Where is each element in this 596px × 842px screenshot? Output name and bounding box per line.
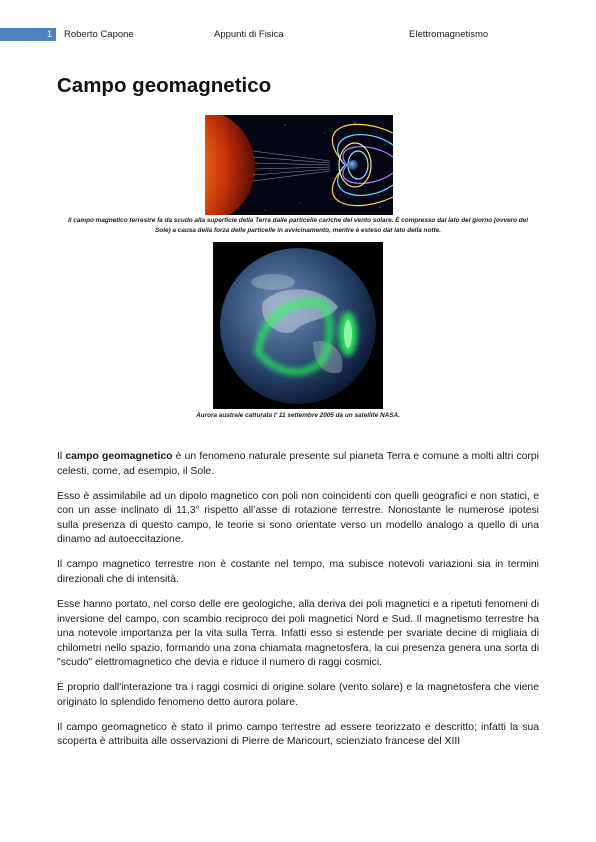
page-number: 1	[46, 29, 52, 39]
bold-term: campo geomagnetico	[65, 451, 173, 462]
paragraph-2: Esso è assimilabile ad un dipolo magnetico con poli non coincidenti con quelli geografici e non statici, e con un asse inclinato di 11,3° rispetto all’asse di rotazione terrestre. Nonostante le numerose ipotesi sulla presenza di questo campo, le teorie si sono orientate verso un modello analogo a quello di una dinamo ad autoeccitazione.	[57, 490, 539, 546]
magnetosphere-image	[205, 115, 393, 215]
paragraph-3: Il campo magnetico terrestre non è costante nel tempo, ma subisce notevoli variazioni sia in termini direzionali che di intensità.	[57, 559, 539, 585]
document-body	[57, 450, 539, 761]
paragraph-6: Il campo geomagnetico è stato il primo campo terrestre ad essere teorizzato e descritto; infatti la sua scoperta è attribuita alle osservazioni di Pierre de Maricourt, scienziato francese del XIII	[57, 721, 539, 748]
paragraph-1: Il campo geomagnetico è un fenomeno naturale presente sul pianeta Terra e comune a molti altri corpi celesti, come, ad esempio, il Sole.	[57, 451, 539, 477]
header-author: Roberto Capone	[64, 29, 134, 40]
figure-caption-aurora: Aurora australe catturata l' 11 settembre 2005 da un satellite NASA.	[196, 412, 400, 419]
page-header	[0, 28, 596, 42]
aurora-image	[213, 242, 383, 409]
paragraph-4: Esse hanno portato, nel corso delle ere geologiche, alla deriva dei poli magnetici e a ripetuti fenomeni di inversione del campo, con scambio reciproco dei poli magnetici Nord e Sud. Il magnetismo terrestre ha una notevole importanza per la vita sulla Terra. Infatti esso si estende per svariate decine di migliaia di chilometri nello spazio, formando una zona chiamata magnetosfera, la cui presenza genera una sorta di "scudo" elettromagnetico che devia e riduce il numero di raggi cosmici.	[57, 598, 539, 669]
paragraph-5: È proprio dall'interazione tra i raggi cosmici di origine solare (vento solare) e la magnetosfera che viene originato lo splendido fenomeno detto aurora polare.	[57, 682, 539, 708]
header-topic: Elettromagnetismo	[409, 29, 489, 40]
header-title: Appunti di Fisica	[214, 29, 284, 40]
document-title: Campo geomagnetico	[57, 74, 272, 97]
figure-caption-magnetosphere: Il campo magnetico terrestre fa da scudo alla superficie della Terra dalle particelle cariche del vento solare. È compresso dal lato del giorno (ovvero del Sole) a causa della forza delle particelle in avvicinamento, mentre è esteso dal lato della notte.	[67, 217, 529, 234]
